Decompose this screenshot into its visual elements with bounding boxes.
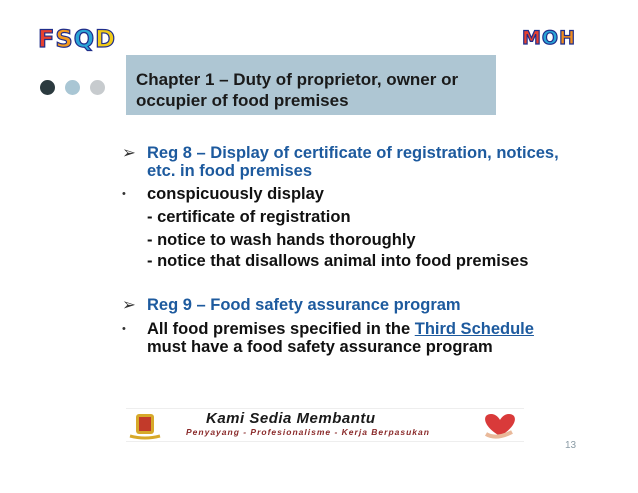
fsqd-logo	[38, 25, 116, 53]
moh-letter-m: M	[522, 27, 542, 49]
dot-bullet-icon: •	[122, 323, 126, 335]
fsqd-letter-f: F	[38, 25, 56, 53]
reg8-heading	[122, 144, 572, 180]
footer-banner	[126, 408, 524, 442]
page-number: 13	[565, 440, 577, 451]
malaysia-crest-icon	[128, 410, 162, 440]
banner-subtitle: Penyayang - Profesionalisme - Kerja Berpasukan	[186, 427, 430, 437]
heart-hand-icon	[478, 410, 522, 440]
dot-bullet-icon: •	[122, 188, 126, 200]
arrow-bullet-icon: ➢	[122, 296, 136, 314]
reg8-sub-2: - notice to wash hands thoroughly	[147, 231, 416, 249]
dot-blue	[65, 80, 80, 95]
fsqd-letter-q: Q	[73, 25, 96, 53]
moh-letter-o: O	[541, 27, 560, 49]
reg8-point	[122, 185, 572, 203]
reg8-heading-text: Reg 8 – Display of certificate of registration, notices, etc. in food premises	[147, 144, 559, 180]
third-schedule-link[interactable]: Third Schedule	[414, 320, 534, 338]
reg9-point-before: All food premises specified in the	[147, 320, 415, 338]
slide-content	[122, 144, 572, 356]
fsqd-letter-d: D	[95, 25, 117, 53]
reg9-point	[122, 320, 572, 356]
slide-title: Chapter 1 – Duty of proprietor, owner or occupier of food premises	[136, 70, 459, 110]
reg9-heading	[122, 296, 572, 314]
arrow-bullet-icon: ➢	[122, 144, 136, 162]
reg8-point-text: conspicuously display	[147, 185, 324, 203]
dot-grey	[90, 80, 105, 95]
reg9-point-after: must have a food safety assurance program	[147, 338, 493, 356]
moh-logo	[522, 27, 576, 49]
dot-dark	[40, 80, 55, 95]
reg8-sub-1: - certificate of registration	[147, 208, 351, 226]
reg9-heading-text: Reg 9 – Food safety assurance program	[147, 296, 461, 314]
fsqd-letter-s: S	[55, 25, 74, 53]
banner-title: Kami Sedia Membantu	[206, 410, 376, 427]
moh-letter-h: H	[559, 27, 576, 49]
reg8-sub-3: - notice that disallows animal into food premises	[147, 252, 529, 270]
